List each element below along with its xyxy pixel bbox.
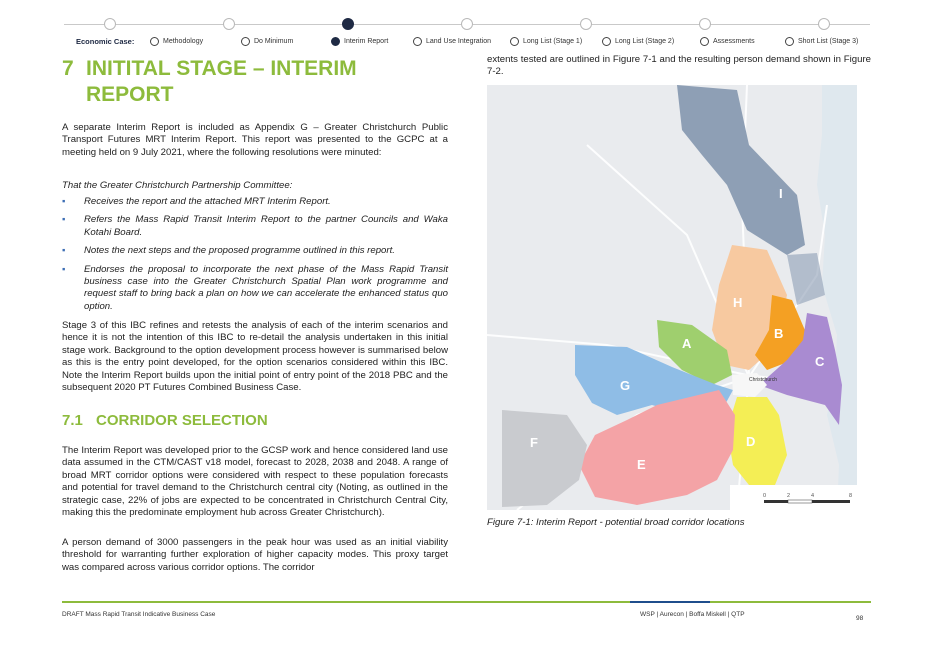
nav-step-do-minimum[interactable]: Do Minimum bbox=[241, 37, 293, 46]
corridor-paragraph-2: A person demand of 3000 passengers in the peak hour was used as an initial viability threshold for warranting further exploration of higher capacity modes. This proxy target was compared across various corridor options. The corridor bbox=[62, 537, 448, 573]
footer-accent bbox=[630, 601, 710, 603]
progress-node-4 bbox=[461, 18, 473, 30]
section-number: 7 bbox=[62, 57, 74, 80]
zone-label-c: C bbox=[815, 354, 825, 369]
economic-case-label: Economic Case: bbox=[76, 37, 135, 46]
figure-caption: Figure 7-1: Interim Report - potential broad corridor locations bbox=[487, 517, 745, 528]
city-label: Christchurch bbox=[749, 377, 778, 383]
section-title-line2: REPORT bbox=[86, 83, 174, 106]
radio-icon bbox=[602, 37, 611, 46]
progress-node-3 bbox=[342, 18, 354, 30]
footer-divider bbox=[62, 601, 871, 603]
nav-step-short-list-stage-3[interactable]: Short List (Stage 3) bbox=[785, 37, 858, 46]
stage3-paragraph: Stage 3 of this IBC refines and retests the analysis of each of the interim scenarios and hence it is not the intention of this IBC to re-detail the analysis undertaken in this initial stage work. Background to the option development process however is summarised below as this is the entry point developed, for the option scenarios considered within this IBC. Note the Interim Report builds upon the initial point of entry point of the 2018 PBC and the subsequent 2020 PT Futures Combined Business Case. bbox=[62, 320, 448, 394]
coastline-water bbox=[817, 85, 857, 510]
corridor-map bbox=[487, 85, 857, 510]
zone-d bbox=[727, 397, 787, 485]
radio-icon bbox=[510, 37, 519, 46]
zone-label-a: A bbox=[682, 336, 692, 351]
progress-node-2 bbox=[223, 18, 235, 30]
zone-label-b: B bbox=[774, 326, 784, 341]
section-title-line1: INITITAL STAGE – INTERIM bbox=[86, 57, 357, 80]
radio-icon bbox=[241, 37, 250, 46]
svg-text:2: 2 bbox=[787, 493, 791, 499]
zone-i bbox=[677, 85, 805, 255]
figure-intro-paragraph: extents tested are outlined in Figure 7-1 and the resulting person demand shown in Figure 7-2. bbox=[487, 54, 871, 78]
zone-label-h: H bbox=[733, 295, 743, 310]
bullet-icon: ▪ bbox=[62, 245, 66, 257]
bullet-icon: ▪ bbox=[62, 263, 66, 275]
bullet-icon: ▪ bbox=[62, 196, 66, 207]
scale-bar bbox=[764, 500, 850, 503]
committee-line: That the Greater Christchurch Partnership Committee: bbox=[62, 180, 293, 191]
zone-label-i: I bbox=[779, 186, 783, 201]
subsection-heading: 7.1 CORRIDOR SELECTION bbox=[62, 412, 268, 429]
radio-icon bbox=[150, 37, 159, 46]
nav-step-assessments[interactable]: Assessments bbox=[700, 37, 755, 46]
radio-selected-icon bbox=[331, 37, 340, 46]
zone-f bbox=[502, 410, 587, 507]
footer-document-title: DRAFT Mass Rapid Transit Indicative Business Case bbox=[62, 611, 216, 618]
map-svg bbox=[487, 85, 857, 510]
section-heading bbox=[62, 56, 357, 108]
list-item: ▪ Notes the next steps and the proposed programme outlined in this report. bbox=[62, 245, 395, 257]
corridor-paragraph-1: The Interim Report was developed prior to the GCSP work and hence considered land use data assumed in the CTM/CAST v18 model, forecast to 2028, 2038 and 2048. A range of broad MRT corridor options were considered with respect to these population forecasts and potential for travel demand to the Christchurch central city (Noting, as outlined in the strategic case, 22% of jobs are expected to be concentrated in Christchurch Central City, making this the predominate employment hub across Greater Christchurch). bbox=[62, 445, 448, 519]
intro-paragraph: A separate Interim Report is included as Appendix G – Greater Christchurch Public Transport Futures MRT Interim Report. This report was presented to the GCPC at a meeting held on 9 July 2021, where the following resolutions were minuted: bbox=[62, 122, 448, 158]
radio-icon bbox=[700, 37, 709, 46]
progress-node-6 bbox=[699, 18, 711, 30]
zone-label-g: G bbox=[620, 378, 631, 393]
zone-label-f: F bbox=[530, 435, 538, 450]
svg-text:0: 0 bbox=[763, 493, 767, 499]
progress-node-1 bbox=[104, 18, 116, 30]
scale-box bbox=[730, 485, 857, 510]
progress-node-7 bbox=[818, 18, 830, 30]
zone-label-e: E bbox=[637, 457, 646, 472]
radio-icon bbox=[413, 37, 422, 46]
nav-step-land-use-integration[interactable]: Land Use Integration bbox=[413, 37, 491, 46]
bullet-icon: ▪ bbox=[62, 214, 66, 226]
resolution-list bbox=[62, 196, 448, 319]
nav-step-long-list-stage-1[interactable]: Long List (Stage 1) bbox=[510, 37, 582, 46]
svg-text:8: 8 bbox=[849, 493, 853, 499]
radio-icon bbox=[785, 37, 794, 46]
footer-partners: WSP | Aurecon | Boffa Miskell | QTP bbox=[640, 611, 745, 618]
list-item: ▪ Endorses the proposal to incorporate the next phase of the Mass Rapid Transit business case into the Greater Christchurch Spatial Plan work programme and request staff to bring back a plan on how we can accelerate the enhanced status quo option. bbox=[62, 263, 448, 312]
nav-step-methodology[interactable]: Methodology bbox=[150, 37, 203, 46]
nav-step-interim-report[interactable]: Interim Report bbox=[331, 37, 388, 46]
nav-step-long-list-stage-2[interactable]: Long List (Stage 2) bbox=[602, 37, 674, 46]
list-item: ▪ Receives the report and the attached MRT Interim Report. bbox=[62, 196, 331, 207]
zone-label-d: D bbox=[746, 434, 756, 449]
page-number: 98 bbox=[856, 615, 864, 622]
svg-text:4: 4 bbox=[811, 493, 815, 499]
list-item: ▪ Refers the Mass Rapid Transit Interim Report to the partner Councils and Waka Kotahi Board. bbox=[62, 214, 448, 238]
progress-node-5 bbox=[580, 18, 592, 30]
